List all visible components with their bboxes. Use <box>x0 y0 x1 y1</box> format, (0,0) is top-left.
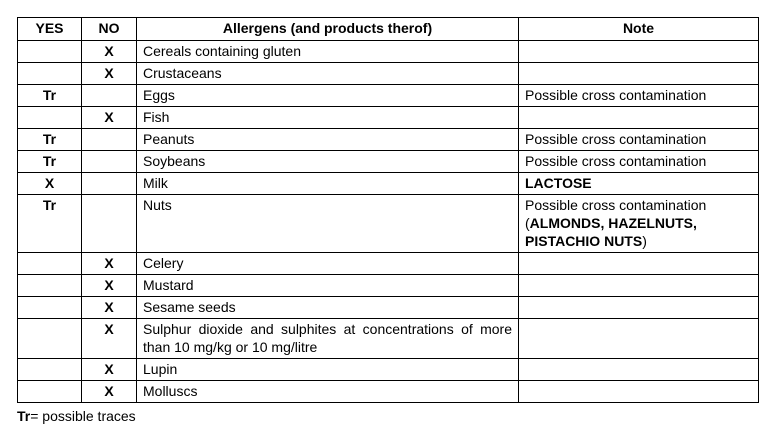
allergen-cell: Peanuts <box>137 129 519 151</box>
allergen-cell: Molluscs <box>137 381 519 403</box>
note-cell: LACTOSE <box>519 173 759 195</box>
table-row <box>18 85 759 107</box>
note-cell <box>519 63 759 85</box>
yes-cell <box>18 359 82 381</box>
note-cell <box>519 41 759 63</box>
no-cell: X <box>82 359 137 381</box>
yes-cell: Tr <box>18 151 82 173</box>
yes-cell <box>18 41 82 63</box>
header-no: NO <box>82 18 137 41</box>
table-row <box>18 319 759 359</box>
note-cell <box>519 297 759 319</box>
allergen-cell: Nuts <box>137 195 519 253</box>
yes-cell: Tr <box>18 129 82 151</box>
table-row <box>18 297 759 319</box>
legend-key: Tr <box>17 408 31 424</box>
table-row <box>18 195 759 253</box>
table-row <box>18 253 759 275</box>
no-cell: X <box>82 319 137 359</box>
note-cell <box>519 107 759 129</box>
allergen-cell: Sesame seeds <box>137 297 519 319</box>
note-text: Possible cross contamination <box>525 197 707 213</box>
header-row <box>18 18 759 41</box>
note-cell <box>519 195 759 253</box>
allergen-cell: Fish <box>137 107 519 129</box>
no-cell <box>82 129 137 151</box>
yes-cell <box>18 381 82 403</box>
yes-cell <box>18 63 82 85</box>
allergen-cell: Milk <box>137 173 519 195</box>
allergen-cell: Eggs <box>137 85 519 107</box>
table-row <box>18 151 759 173</box>
yes-cell <box>18 319 82 359</box>
no-cell <box>82 151 137 173</box>
no-cell: X <box>82 297 137 319</box>
legend-text: = possible traces <box>30 408 136 424</box>
table-row <box>18 381 759 403</box>
yes-cell <box>18 297 82 319</box>
no-cell <box>82 173 137 195</box>
no-cell: X <box>82 107 137 129</box>
yes-cell <box>18 253 82 275</box>
note-cell <box>519 381 759 403</box>
no-cell: X <box>82 253 137 275</box>
header-note: Note <box>519 18 759 41</box>
yes-cell <box>18 107 82 129</box>
allergen-cell: Crustaceans <box>137 63 519 85</box>
table-row <box>18 359 759 381</box>
note-cell: Possible cross contamination <box>519 129 759 151</box>
table-row <box>18 275 759 297</box>
yes-cell: Tr <box>18 195 82 253</box>
no-cell: X <box>82 275 137 297</box>
allergen-cell: Cereals containing gluten <box>137 41 519 63</box>
no-cell <box>82 85 137 107</box>
table-row <box>18 41 759 63</box>
allergen-cell: Lupin <box>137 359 519 381</box>
table-row <box>18 129 759 151</box>
header-allergen: Allergens (and products therof) <box>137 18 519 41</box>
no-cell: X <box>82 41 137 63</box>
yes-cell: Tr <box>18 85 82 107</box>
allergen-table <box>17 17 759 403</box>
note-cell: Possible cross contamination <box>519 151 759 173</box>
allergen-cell: Sulphur dioxide and sulphites at concentrations of more than 10 mg/kg or 10 mg/litre <box>137 319 519 359</box>
allergen-cell: Celery <box>137 253 519 275</box>
note-paren-open: ( <box>525 215 530 231</box>
table-row <box>18 107 759 129</box>
header-yes: YES <box>18 18 82 41</box>
note-cell <box>519 319 759 359</box>
no-cell <box>82 195 137 253</box>
note-cell <box>519 253 759 275</box>
note-cell <box>519 275 759 297</box>
note-paren-close: ) <box>642 233 647 249</box>
yes-cell <box>18 275 82 297</box>
note-cell: Possible cross contamination <box>519 85 759 107</box>
yes-cell: X <box>18 173 82 195</box>
allergen-cell: Soybeans <box>137 151 519 173</box>
allergen-cell: Mustard <box>137 275 519 297</box>
note-cell <box>519 359 759 381</box>
allergen-sheet <box>17 17 761 425</box>
no-cell: X <box>82 63 137 85</box>
table-row <box>18 173 759 195</box>
legend-footnote <box>17 407 761 425</box>
no-cell: X <box>82 381 137 403</box>
note-bold-text: ALMONDS, HAZELNUTS, PISTACHIO NUTS <box>525 215 697 249</box>
table-row <box>18 63 759 85</box>
